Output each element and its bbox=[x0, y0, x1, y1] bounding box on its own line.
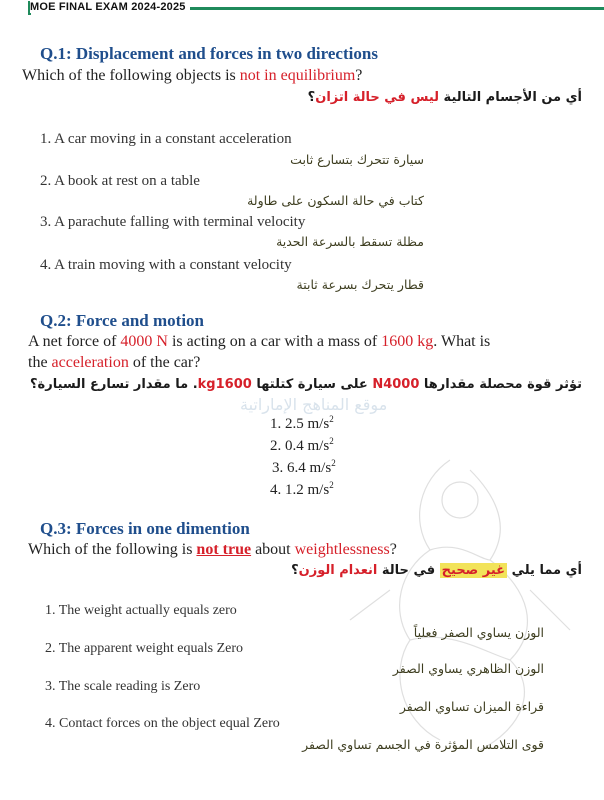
q1-ar-highlight: ليس في حالة اتزان bbox=[315, 90, 440, 105]
q3-ar-pre: أي مما يلي bbox=[507, 563, 582, 578]
q1-question-highlight: not in equilibrium bbox=[239, 67, 356, 84]
q2-question-line1 bbox=[28, 333, 490, 351]
q3-option-3-arabic: قراءة الميزان تساوي الصفر bbox=[399, 699, 544, 714]
q1-option-1[interactable]: 1. A car moving in a constant acceleration bbox=[40, 131, 292, 147]
q3-ar-weightlessness: انعدام الوزن bbox=[298, 563, 378, 578]
q3-option-2-arabic: الوزن الظاهري يساوي الصفر bbox=[392, 661, 544, 676]
q2-option-2[interactable] bbox=[270, 436, 334, 455]
q2-l1-b: is acting on a car with a mass of bbox=[167, 333, 382, 350]
q2-option-3-label: 3. 6.4 m/s bbox=[272, 460, 332, 476]
q2-force-value: 4000 N bbox=[120, 333, 168, 350]
q2-mass-value: 1600 kg bbox=[381, 333, 434, 350]
header-line bbox=[158, 7, 604, 10]
q1-question-arabic bbox=[308, 90, 582, 105]
q2-option-1-label: 1. 2.5 m/s bbox=[270, 416, 330, 432]
q3-title: Q.3: Forces in one dimention bbox=[40, 519, 250, 538]
q3-not-true: not true bbox=[196, 541, 252, 558]
q3-option-2[interactable]: 2. The apparent weight equals Zero bbox=[45, 641, 244, 656]
q3-ar-post: ؟ bbox=[291, 563, 299, 578]
q2-l1-c: . What is bbox=[433, 333, 491, 350]
q1-question-pre: Which of the following objects is bbox=[22, 67, 240, 84]
q1-option-3-arabic: مظلة تسقط بالسرعة الحدية bbox=[276, 234, 424, 249]
q3-option-1-arabic: الوزن يساوي الصفر فعلياً bbox=[413, 625, 544, 640]
exam-header bbox=[0, 0, 604, 18]
q1-option-4[interactable]: 4. A train moving with a constant velocity bbox=[40, 257, 292, 273]
q2-ar-mass: kg1600 bbox=[197, 377, 252, 392]
q2-ar-c: . ما مقدار تسارع السيارة؟ bbox=[30, 377, 198, 392]
q2-option-3-exp: 2 bbox=[331, 458, 336, 468]
q2-option-2-exp: 2 bbox=[329, 436, 334, 446]
q1-option-3[interactable]: 3. A parachute falling with terminal velocity bbox=[40, 214, 306, 230]
q1-option-1-arabic: سيارة تتحرك بتسارع ثابت bbox=[290, 152, 424, 167]
q1-option-2-arabic: كتاب في حالة السكون على طاولة bbox=[247, 193, 424, 208]
q2-l2-b: of the car? bbox=[128, 354, 201, 371]
q3-option-4-arabic: قوى التلامس المؤثرة في الجسم تساوي الصفر bbox=[302, 737, 544, 752]
q3-option-1[interactable]: 1. The weight actually equals zero bbox=[45, 603, 237, 618]
q2-option-1[interactable] bbox=[270, 414, 334, 433]
q2-option-2-label: 2. 0.4 m/s bbox=[270, 438, 330, 454]
q1-question-post: ? bbox=[355, 67, 363, 84]
q2-option-4-label: 4. 1.2 m/s bbox=[270, 482, 330, 498]
q2-acceleration-word: acceleration bbox=[51, 354, 129, 371]
q2-l2-a: the bbox=[28, 354, 52, 371]
q2-ar-b: على سيارة كتلتها bbox=[251, 377, 373, 392]
q3-q-pre: Which of the following is bbox=[28, 541, 197, 558]
q2-option-3[interactable] bbox=[272, 458, 336, 477]
q1-question bbox=[22, 67, 362, 85]
q1-option-2[interactable]: 2. A book at rest on a table bbox=[40, 173, 200, 189]
q2-l1-a: A net force of bbox=[28, 333, 121, 350]
q3-question bbox=[28, 541, 397, 559]
q2-question-line2 bbox=[28, 354, 200, 372]
exam-title: MOE FINAL EXAM 2024-2025 bbox=[30, 1, 190, 13]
q2-title: Q.2: Force and motion bbox=[40, 311, 205, 330]
q2-question-arabic bbox=[30, 377, 582, 392]
q3-q-post: ? bbox=[389, 541, 397, 558]
background-sketch bbox=[330, 440, 590, 770]
q2-option-1-exp: 2 bbox=[329, 414, 334, 424]
q2-ar-a: تؤثر قوة محصلة مقدارها bbox=[419, 377, 582, 392]
q1-ar-post: ؟ bbox=[307, 90, 316, 105]
q3-q-mid: about bbox=[251, 541, 295, 558]
q3-option-4[interactable]: 4. Contact forces on the object equal Zero bbox=[45, 716, 280, 731]
q3-ar-mid: في حالة bbox=[377, 563, 440, 578]
q3-question-arabic bbox=[291, 563, 582, 578]
q3-option-3[interactable]: 3. The scale reading is Zero bbox=[45, 679, 201, 694]
q1-title: Q.1: Displacement and forces in two directions bbox=[40, 44, 378, 63]
watermark: موقع المناهج الإماراتية bbox=[240, 395, 388, 414]
q3-ar-not-true: غير صحيح bbox=[441, 563, 506, 578]
q3-weightlessness: weightlessness bbox=[294, 541, 390, 558]
q1-option-4-arabic: قطار يتحرك بسرعة ثابتة bbox=[296, 277, 424, 292]
q2-option-4-exp: 2 bbox=[329, 480, 334, 490]
q1-ar-pre: أي من الأجسام التالية bbox=[439, 90, 582, 105]
q2-ar-force: N4000 bbox=[372, 377, 420, 392]
q2-option-4[interactable] bbox=[270, 480, 334, 499]
